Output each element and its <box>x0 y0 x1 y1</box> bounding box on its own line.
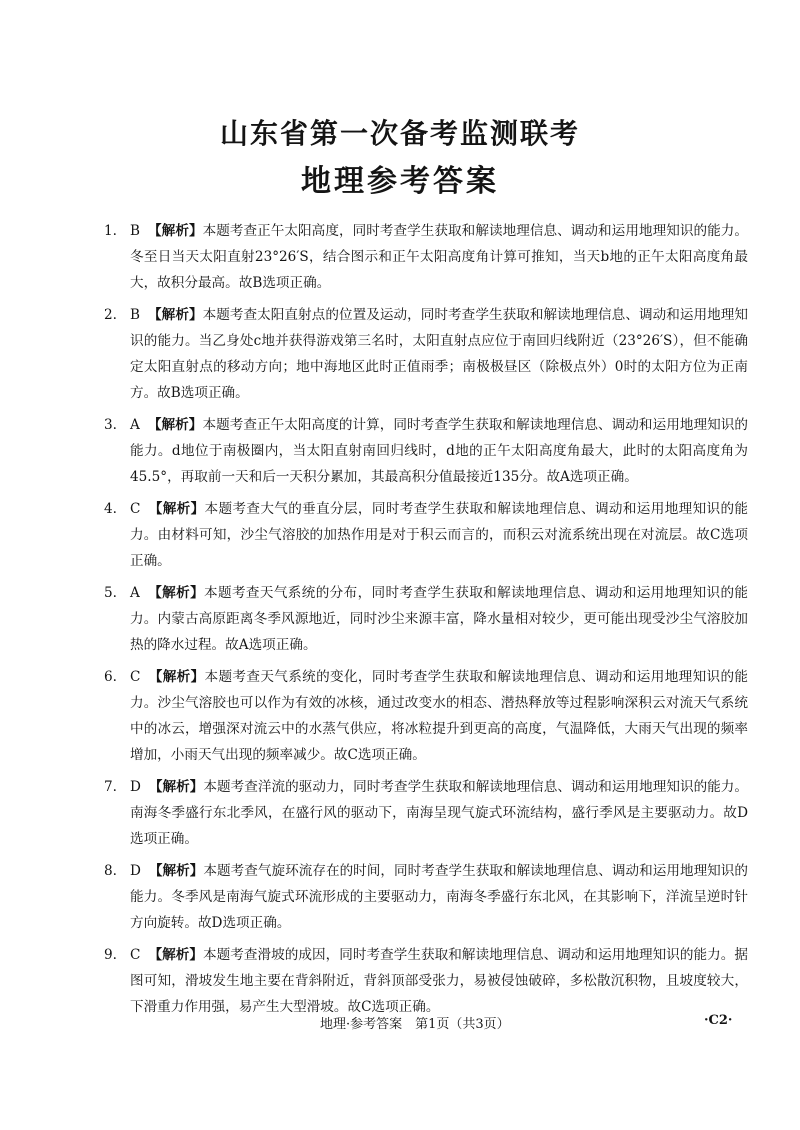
answer-number: 4. <box>104 501 117 517</box>
answer-item <box>104 496 749 574</box>
analysis-text: 本题考查正午太阳高度，同时考查学生获取和解读地理信息、调动和运用地理知识的能力。冬至日当天太阳直射23°26′S，结合图示和正午太阳高度角计算可推知，当天b地的正午太阳高度角最大，故积分最高。故B选项正确。 <box>130 223 749 291</box>
answer-choice: A <box>130 585 140 601</box>
answer-number: 8. <box>104 863 117 879</box>
analysis-tag: 【解析】 <box>148 307 203 323</box>
answer-item <box>104 942 749 1020</box>
analysis-tag: 【解析】 <box>148 669 205 685</box>
answer-list <box>104 218 749 1026</box>
footer-code: ·C2· <box>704 1013 733 1028</box>
document-title: 山东省第一次备考监测联考 <box>219 117 580 150</box>
answer-item <box>104 858 749 936</box>
analysis-text: 本题考查洋流的驱动力，同时考查学生获取和解读地理信息、调动和运用地理知识的能力。南海冬季盛行东北季风，在盛行风的驱动下，南海呈现气旋式环流结构，盛行季风是主要驱动力。故D选项正确。 <box>130 779 749 847</box>
analysis-text: 本题考查太阳直射点的位置及运动，同时考查学生获取和解读地理信息、调动和运用地理知识的能力。当乙身处c地并获得游戏第三名时，太阳直射点应位于南回归线附近（23°26′S），但不能确定太阳直射点的移动方向；地中海地区此时正值雨季；南极极昼区（除极点外）0时的太阳方位为正南方。故B选项正确。 <box>130 307 749 401</box>
answer-choice: B <box>130 307 140 323</box>
answer-item <box>104 302 749 406</box>
answer-choice: C <box>130 947 141 963</box>
answer-number: 9. <box>104 947 117 963</box>
analysis-text: 本题考查气旋环流存在的时间，同时考查学生获取和解读地理信息、调动和运用地理知识的能力。冬季风是南海气旋式环流形成的主要驱动力，南海冬季盛行东北风，在其影响下，洋流呈逆时针方向旋转。故D选项正确。 <box>130 863 749 931</box>
answer-choice: D <box>130 863 141 879</box>
answer-item <box>104 774 749 852</box>
answer-number: 3. <box>104 417 117 433</box>
answer-number: 5. <box>104 585 117 601</box>
answer-number: 7. <box>104 779 117 795</box>
page-footer: 地理·参考答案 第1页（共3页） <box>320 1017 510 1032</box>
answer-choice: C <box>130 501 141 517</box>
answer-item <box>104 580 749 658</box>
answer-number: 2. <box>104 307 117 323</box>
analysis-text: 本题考查天气系统的变化，同时考查学生获取和解读地理信息、调动和运用地理知识的能力。沙尘气溶胶也可以作为有效的冰核，通过改变水的相态、潜热释放等过程影响深积云对流天气系统中的冰云，增强深对流云中的水蒸气供应，将冰粒提升到更高的高度，气温降低，大雨天气出现的频率增加，小雨天气出现的频率减少。故C选项正确。 <box>130 669 749 763</box>
analysis-tag: 【解析】 <box>148 501 205 517</box>
analysis-text: 本题考查滑坡的成因，同时考查学生获取和解读地理信息、调动和运用地理知识的能力。据图可知，滑坡发生地主要在背斜附近，背斜顶部受张力，易被侵蚀破碎，多松散沉积物，且坡度较大，下滑重力作用强，易产生大型滑坡。故C选项正确。 <box>130 947 749 1015</box>
answer-item <box>104 664 749 768</box>
document-subtitle: 地理参考答案 <box>301 164 499 199</box>
answer-choice: A <box>130 417 140 433</box>
answer-choice: D <box>130 779 141 795</box>
answer-choice: C <box>130 669 141 685</box>
answer-choice: B <box>130 223 140 239</box>
answer-item <box>104 218 749 296</box>
answer-number: 6. <box>104 669 117 685</box>
analysis-tag: 【解析】 <box>148 223 203 239</box>
analysis-tag: 【解析】 <box>147 585 205 601</box>
analysis-tag: 【解析】 <box>148 947 203 963</box>
analysis-text: 本题考查大气的垂直分层，同时考查学生获取和解读地理信息、调动和运用地理知识的能力。由材料可知，沙尘气溶胶的加热作用是对于积云而言的，而积云对流系统出现在对流层。故C选项正确。 <box>130 501 749 569</box>
analysis-text: 本题考查天气系统的分布，同时考查学生获取和解读地理信息、调动和运用地理知识的能力。内蒙古高原距离冬季风源地近，同时沙尘来源丰富，降水量相对较少，更可能出现受沙尘气溶胶加热的降水过程。故A选项正确。 <box>130 585 749 653</box>
analysis-text: 本题考查正午太阳高度的计算，同时考查学生获取和解读地理信息、调动和运用地理知识的能力。d地位于南极圈内，当太阳直射南回归线时，d地的正午太阳高度角最大，此时的太阳高度角为45.5°，再取前一天和后一天积分累加，其最高积分值最接近135分。故A选项正确。 <box>130 417 748 485</box>
answer-item <box>104 412 748 490</box>
analysis-tag: 【解析】 <box>148 779 204 795</box>
analysis-tag: 【解析】 <box>148 863 204 879</box>
answer-number: 1. <box>104 223 117 239</box>
analysis-tag: 【解析】 <box>147 417 203 433</box>
